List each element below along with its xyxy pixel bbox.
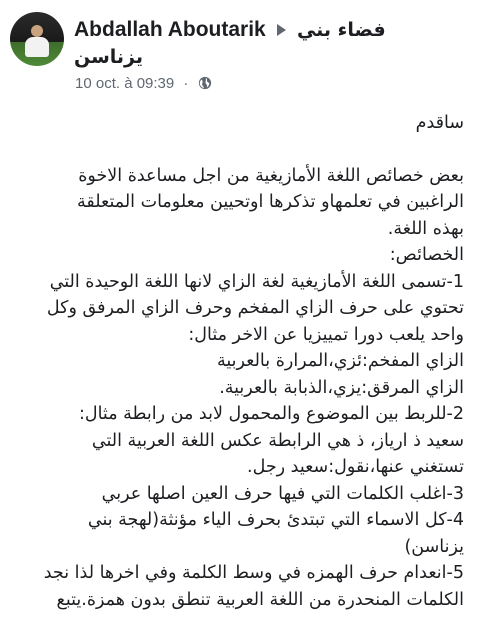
globe-icon[interactable] [198, 76, 212, 90]
post-body [14, 100, 464, 613]
meta-separator: · [183, 74, 189, 92]
post-title-line [74, 18, 466, 44]
post-text-line: 5-انعدام حرف الهمزه في وسط الكلمة وفي اخرها لذا نجد [43, 563, 464, 583]
post-text-line: سعيد ذ ارياز، ذ هي الرابطة عكس اللغة العربية التي [91, 430, 464, 451]
post-text-line: الخصائص: [389, 245, 464, 265]
post-text-line: 2-للربط بين الموضوع والمحمول لابد من رابطة مثال: [78, 404, 464, 424]
post-meta [75, 74, 212, 92]
post-text-line: 4-كل الاسماء التي تبتدئ بحرف الياء مؤنثة(لهجة بني [87, 510, 464, 530]
post-text-line: الزاي المفخم:ئزي،المرارة بالعربية [216, 351, 464, 371]
post-text-line: 3-اغلب الكلمات التي فيها حرف العين اصلها عربي [101, 483, 464, 504]
author-avatar[interactable] [10, 12, 64, 66]
post-text-line: يزناسن) [404, 536, 464, 557]
post-timestamp[interactable]: 10 oct. à 09:39 [75, 74, 175, 92]
post-text-line: الراغبين في تعلمهاو تذكرها اوتحيين معلومات المتعلقة [76, 192, 464, 212]
avatar-person-body [25, 37, 49, 57]
arrow-right-icon [277, 24, 286, 36]
post-text-line: الزاي المرقق:يزي،الذبابة بالعربية. [219, 377, 464, 398]
author-name[interactable]: Abdallah Aboutarik [74, 18, 266, 41]
post-header [10, 12, 470, 92]
post-text-line: تستغني عنها،نقول:سعيد رجل. [247, 457, 464, 477]
avatar-person-head [31, 25, 43, 37]
group-name[interactable]: فضاء بني [296, 19, 386, 41]
post-text-line: تحتوي على حرف الزاي المفخم وحرف الزاي المرفق وكل [46, 298, 464, 318]
post-text-line: الكلمات المنحدرة من اللغة العربية تنطق بدون همزة.يتبع [56, 589, 464, 610]
post-text-line: 1-تسمى اللغة الأمازيغية لغة الزاي لانها اللغة الوحيدة التي [49, 271, 464, 292]
post-text-line: بعض خصائص اللغة الأمازيغية من اجل مساعدة الاخوة [78, 165, 464, 186]
group-name-continued[interactable]: يزناسن [74, 46, 144, 68]
post-text-line: بهذه اللغة. [387, 218, 464, 239]
post-text-line: واحد يلعب دورا تمييزيا عن الاخر مثال: [188, 324, 464, 345]
post-intro: ساقدم [415, 113, 464, 133]
